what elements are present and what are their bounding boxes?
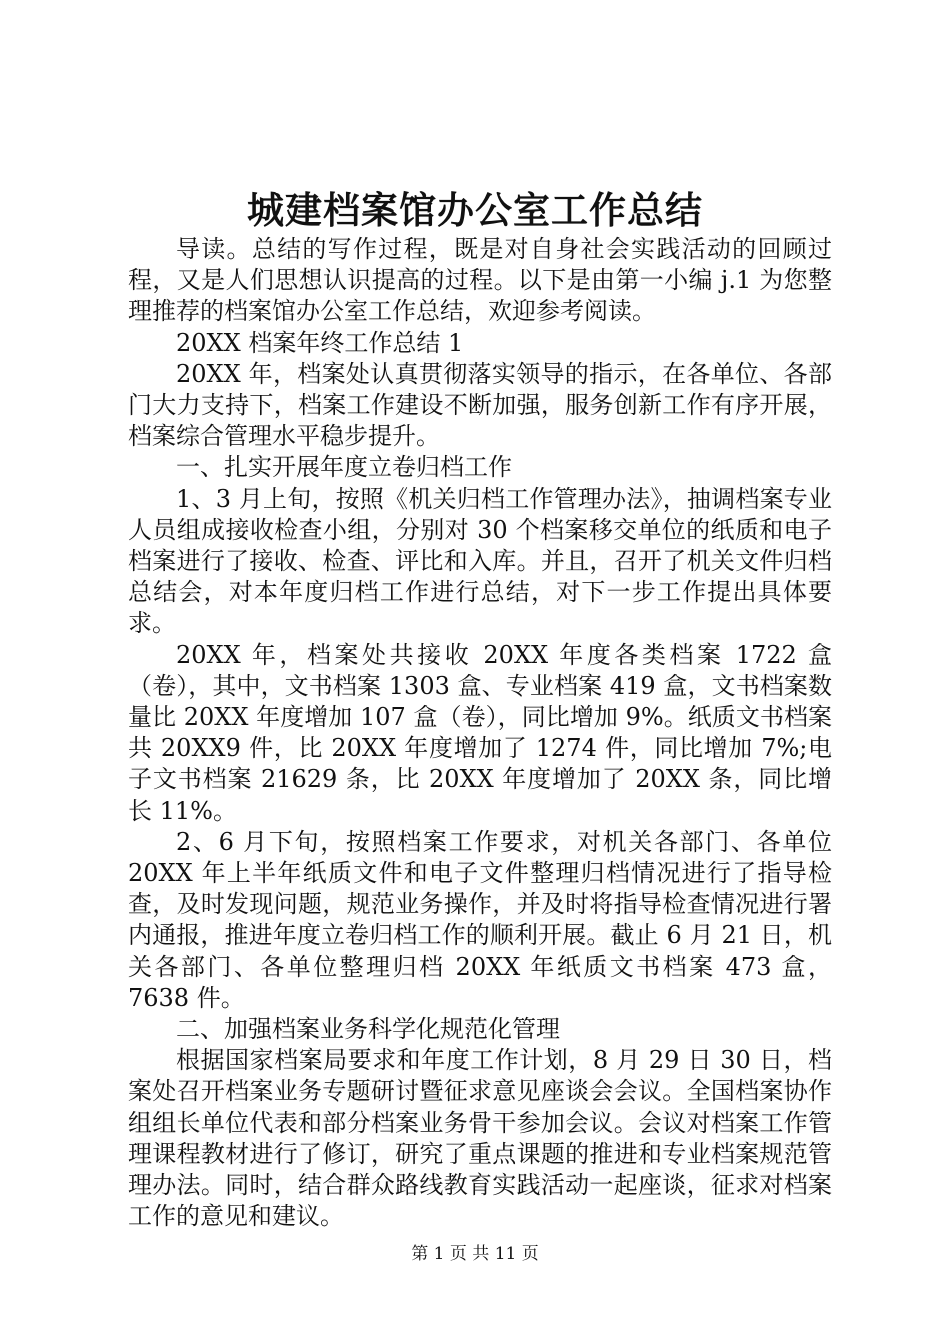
document-title: 城建档案馆办公室工作总结 <box>247 188 703 232</box>
paragraph-meeting: 根据国家档案局要求和年度工作计划，8 月 29 日 30 日，档案处召开档案业务专题研讨暨征求意见座谈会会议。全国档案协作组组长单位代表和部分档案业务骨干参加会议。会议对档案工作管理课程教材进行了修订，研究了重点课题的推进和专业档案规范管理办法。同时，结合群众路线教育实践活动一起座谈，征求对档案工作的意见和建议。 <box>128 1046 832 1231</box>
paragraph-overview: 20XX 年，档案处认真贯彻落实领导的指示，在各单位、各部门大力支持下，档案工作建设不断加强，服务创新工作有序开展，档案综合管理水平稳步提升。 <box>128 359 832 451</box>
paragraph-intro: 导读。总结的写作过程，既是对自身社会实践活动的回顾过程，又是人们思想认识提高的过程。以下是由第一小编 j.1 为您整理推荐的档案馆办公室工作总结，欢迎参考阅读。 <box>128 235 832 326</box>
document-body <box>128 234 832 1233</box>
paragraph-item-1: 1、3 月上旬，按照《机关归档工作管理办法》，抽调档案专业人员组成接收检查小组，分别对 30 个档案移交单位的纸质和电子档案进行了接收、检查、评比和入库。并且，召开了机关文件归档总结会，对本年度归档工作进行总结，对下一步工作提出具体要求。 <box>128 484 832 638</box>
section-heading-1: 一、扎实开展年度立卷归档工作 <box>176 453 512 482</box>
paragraph-subtitle: 20XX 档案年终工作总结 1 <box>176 328 464 357</box>
section-heading-2: 二、加强档案业务科学化规范化管理 <box>176 1015 560 1044</box>
paragraph-item-2: 2、6 月下旬，按照档案工作要求，对机关各部门、各单位 20XX 年上半年纸质文件和电子文件整理归档情况进行了指导检查，及时发现问题，规范业务操作，并及时将指导检查情况进行署内通报，推进年度立卷归档工作的顺利开展。截止 6 月 21 日，机关各部门、各单位整理归档 20XX 年纸质文书档案 473 盒，7638 件。 <box>128 827 832 1012</box>
paragraph-statistics: 20XX 年，档案处共接收 20XX 年度各类档案 1722 盒（卷），其中，文书档案 1303 盒、专业档案 419 盒，文书档案数量比 20XX 年度增加 107 盒（卷），同比增加 9%。纸质文书档案共 20XX9 件，比 20XX 年度增加了 1274 件，同比增加 7%;电子文书档案 21629 条，比 20XX 年度增加了 20XX 条，同比增长 11%。 <box>128 640 832 825</box>
page-number-footer: 第 1 页 共 11 页 <box>411 1244 539 1264</box>
